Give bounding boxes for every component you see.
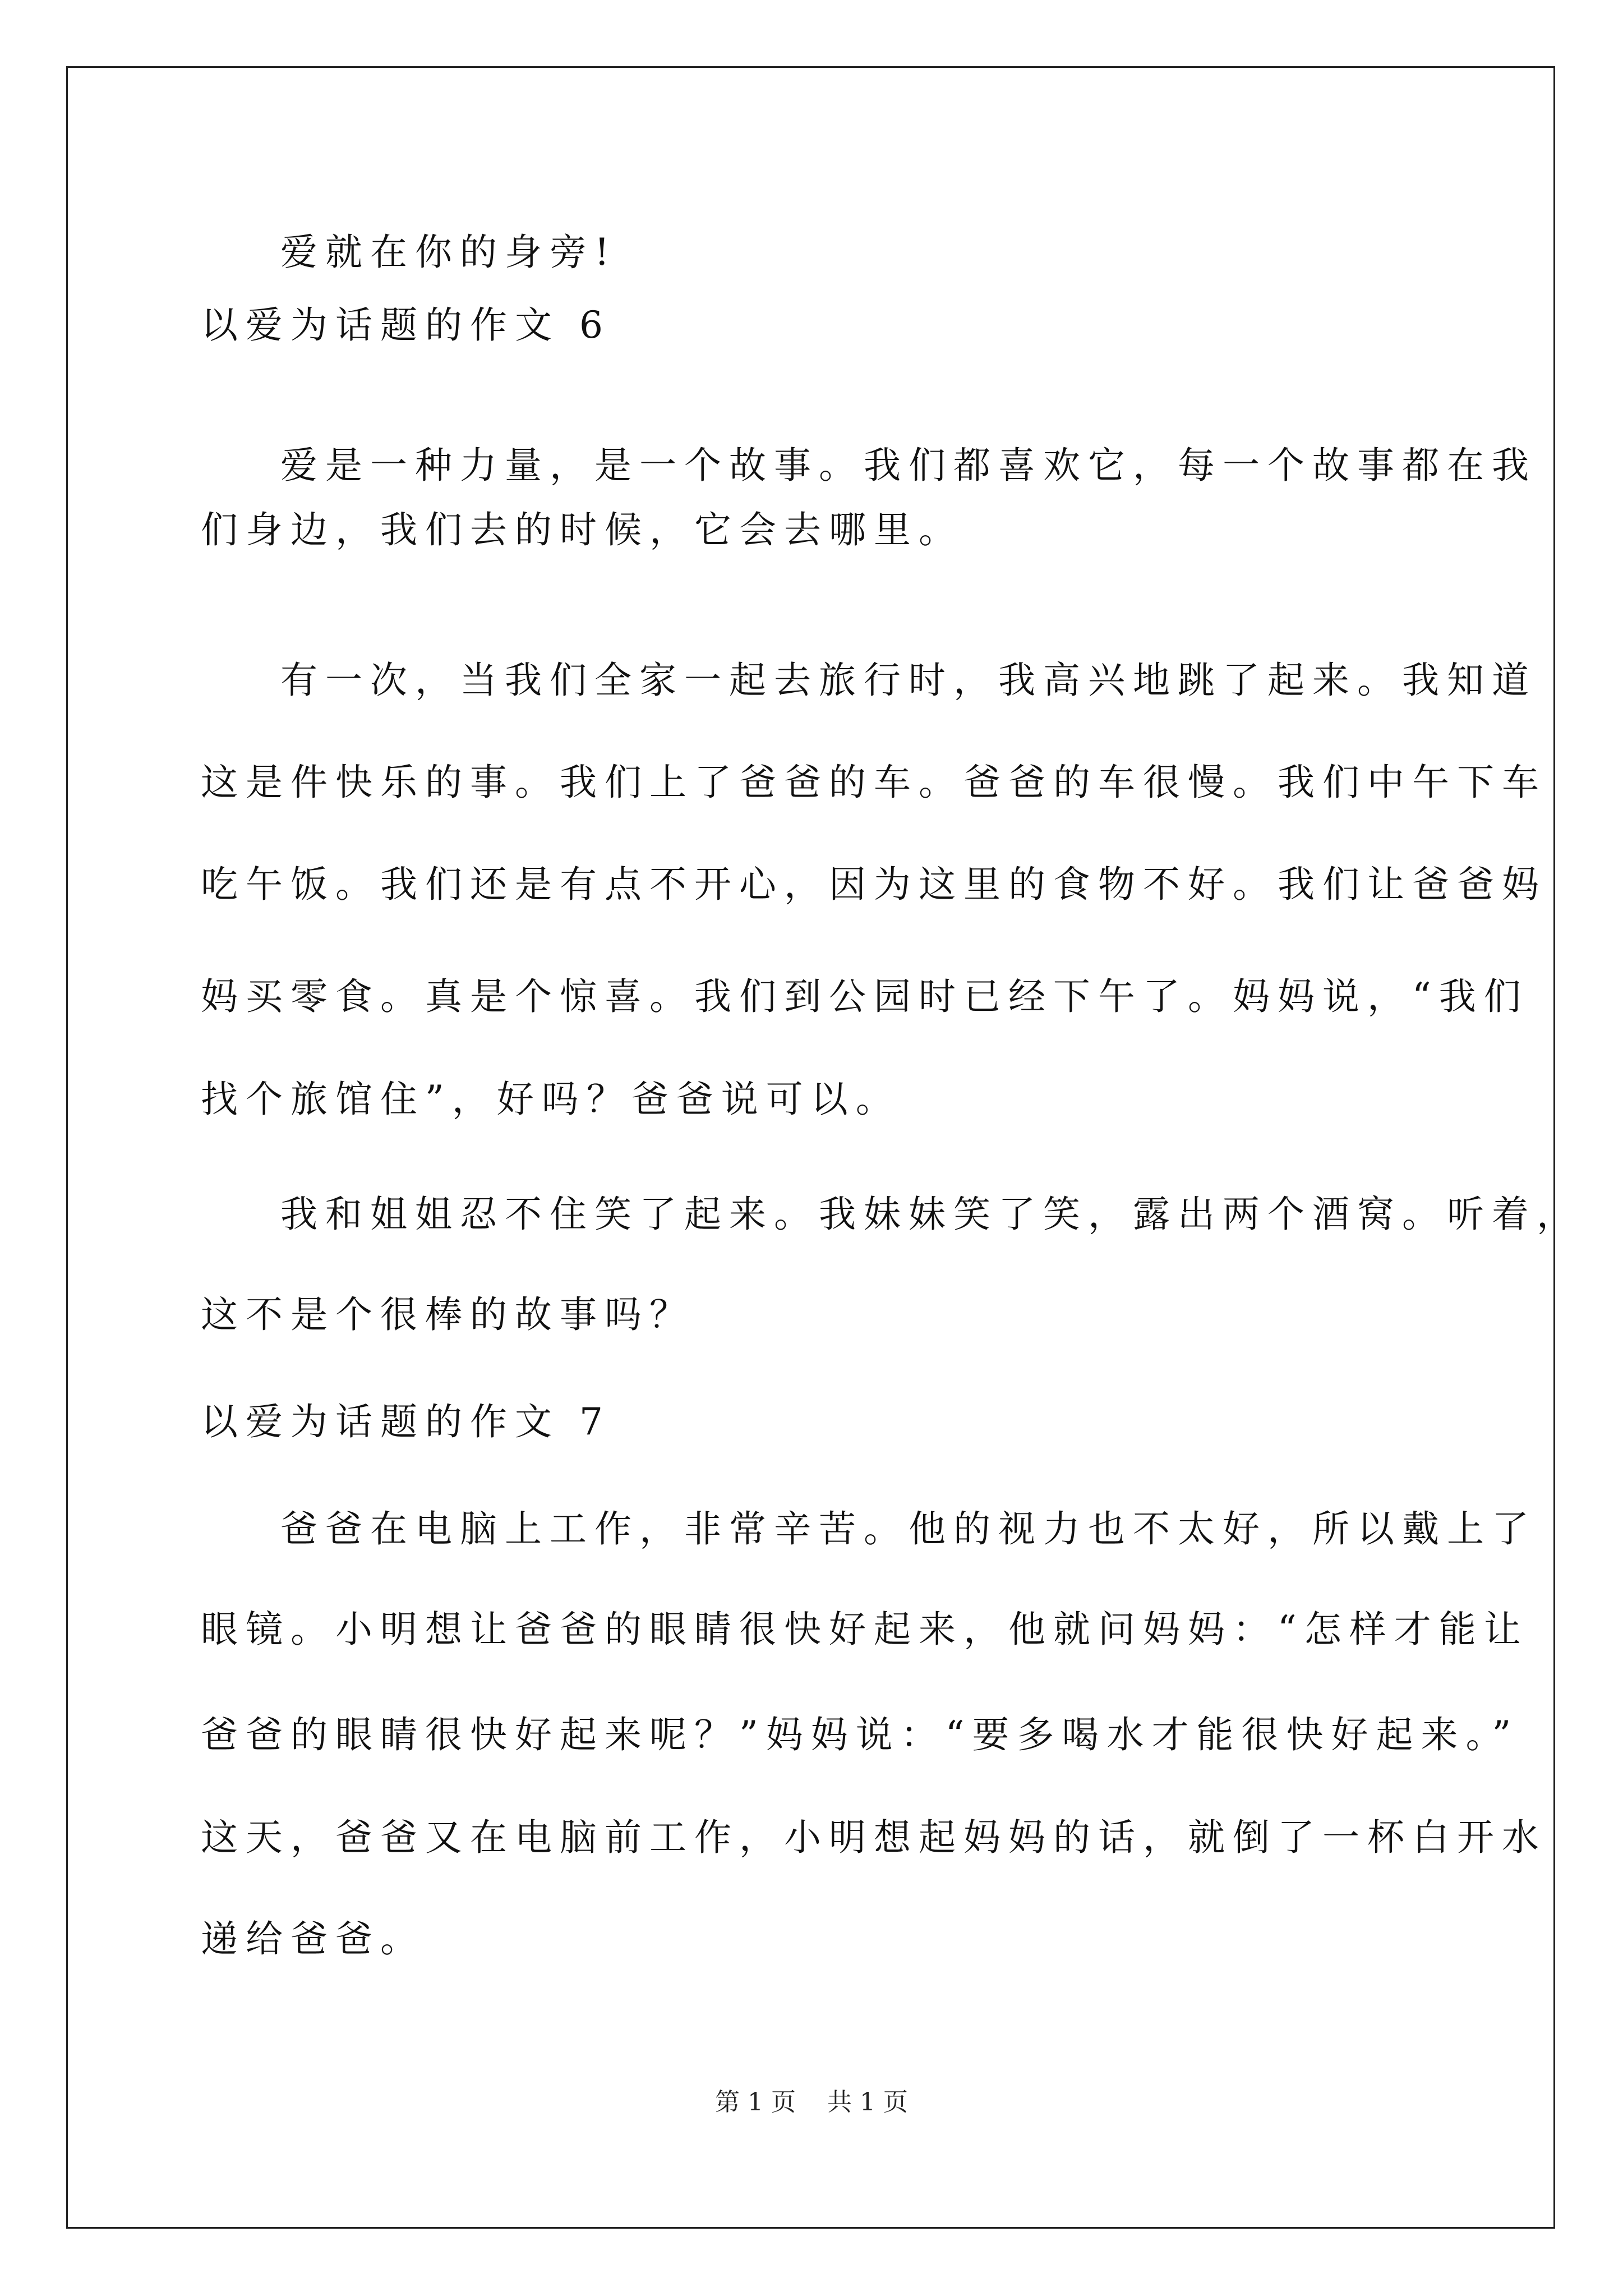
paragraph-line: 这是件快乐的事。我们上了爸爸的车。爸爸的车很慢。我们中午下车 xyxy=(201,761,1547,804)
section-heading: 以爱为话题的作文 7 xyxy=(201,1400,611,1443)
paragraph-line: 这天，爸爸又在电脑前工作，小明想起妈妈的话，就倒了一杯白开水 xyxy=(201,1816,1547,1859)
paragraph-line: 有一次，当我们全家一起去旅行时，我高兴地跳了起来。我知道 xyxy=(280,659,1537,702)
paragraph-line: 这不是个很棒的故事吗？ xyxy=(201,1293,694,1336)
paragraph-line: 妈买零食。真是个惊喜。我们到公园时已经下午了。妈妈说，“我们 xyxy=(201,975,1529,1018)
paragraph-line: 爸爸的眼睛很快好起来呢？”妈妈说：“要多喝水才能很快好起来。” xyxy=(201,1713,1519,1756)
paragraph-line: 找个旅馆住”，好吗？爸爸说可以。 xyxy=(201,1078,901,1121)
paragraph-line: 递给爸爸。 xyxy=(201,1917,425,1961)
paragraph-line: 眼镜。小明想让爸爸的眼睛很快好起来，他就问妈妈：“怎样才能让 xyxy=(201,1608,1529,1651)
section-heading: 以爱为话题的作文 6 xyxy=(201,303,611,347)
paragraph-line: 爱是一种力量，是一个故事。我们都喜欢它，每一个故事都在我 xyxy=(280,444,1537,487)
paragraph-line: 爸爸在电脑上工作，非常辛苦。他的视力也不太好，所以戴上了 xyxy=(280,1507,1537,1550)
paragraph-line: 吃午饭。我们还是有点不开心，因为这里的食物不好。我们让爸爸妈 xyxy=(201,863,1547,906)
paragraph-line: 爱就在你的身旁! xyxy=(280,231,617,274)
paragraph-line: 我和姐姐忍不住笑了起来。我妹妹笑了笑，露出两个酒窝。听着， xyxy=(280,1193,1581,1236)
page-number-footer: 第 1 页 共 1 页 xyxy=(715,2088,908,2116)
paragraph-line: 们身边，我们去的时候，它会去哪里。 xyxy=(201,508,963,551)
page-border xyxy=(66,66,1555,2229)
